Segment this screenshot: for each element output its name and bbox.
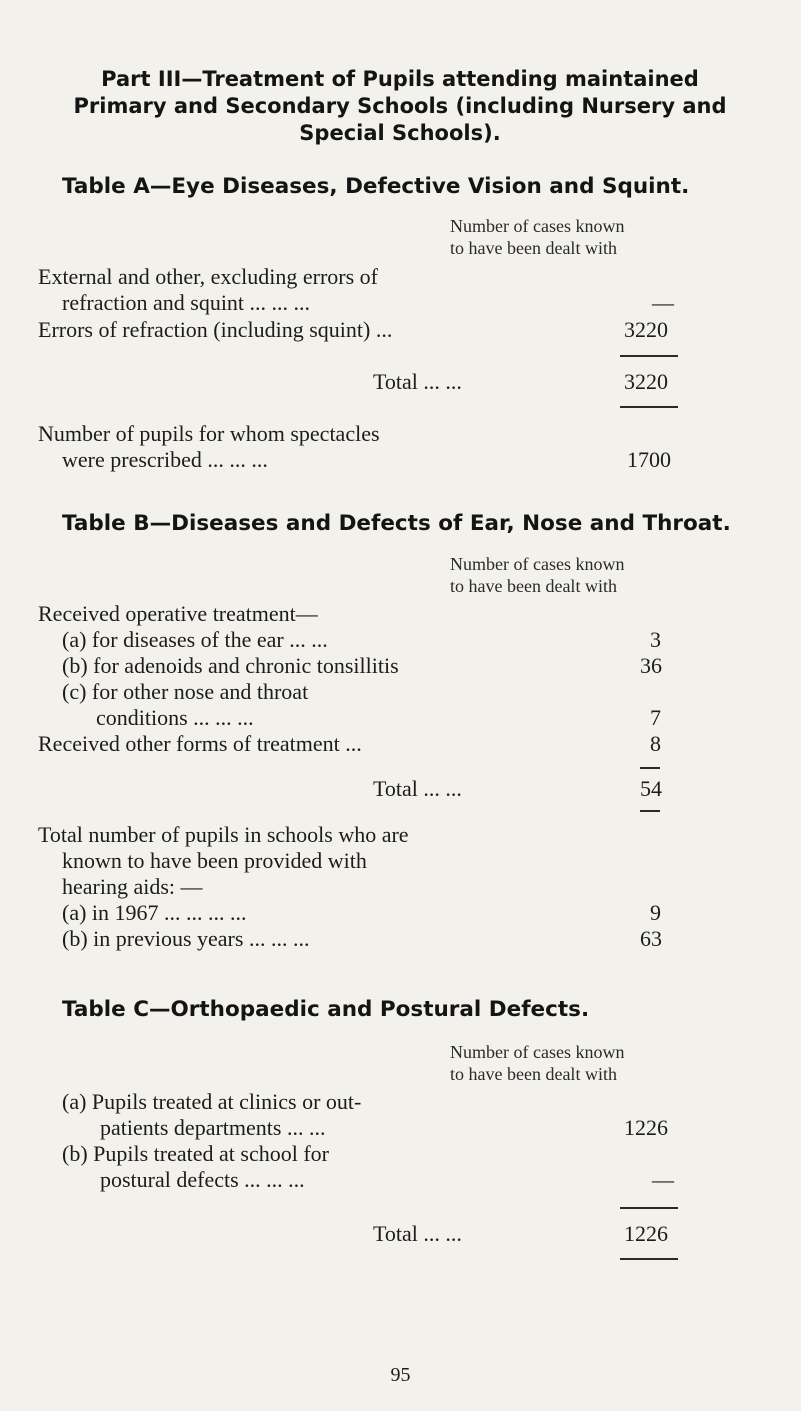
table-b-column-header <box>450 553 750 597</box>
total-value: 1226 <box>624 1221 668 1246</box>
table-b-title: Table B—Diseases and Defects of Ear, Nose and Throat. <box>62 511 731 536</box>
column-header-line: to have been dealt with <box>450 238 617 258</box>
row-value: 7 <box>650 705 661 730</box>
row-label: Received other forms of treatment ... <box>38 731 362 756</box>
row-label: conditions ... ... ... <box>96 705 254 730</box>
row-value: 3 <box>650 627 661 652</box>
total-label: Total ... ... <box>373 1221 462 1246</box>
row-value: 36 <box>640 653 662 678</box>
row-label: patients departments ... ... <box>100 1115 326 1140</box>
table-a-column-header <box>450 215 750 259</box>
column-header-line: Number of cases known <box>450 554 625 574</box>
total-value: 3220 <box>624 369 668 394</box>
table-c-column-header <box>450 1041 750 1085</box>
row-value: 1700 <box>627 447 671 472</box>
rule <box>620 406 678 408</box>
part-title <box>40 66 760 147</box>
row-label: (b) Pupils treated at school for <box>62 1141 329 1166</box>
rule <box>640 767 660 769</box>
row-label: Total number of pupils in schools who are <box>38 822 409 847</box>
row-label: (a) for diseases of the ear ... ... <box>62 627 328 652</box>
row-label: were prescribed ... ... ... <box>62 447 268 472</box>
total-label: Total ... ... <box>373 776 462 801</box>
table-a-title: Table A—Eye Diseases, Defective Vision and Squint. <box>62 174 690 199</box>
column-header-line: Number of cases known <box>450 1042 625 1062</box>
rule <box>640 810 660 812</box>
rule <box>620 355 678 357</box>
row-value: — <box>652 1167 674 1192</box>
column-header-line: to have been dealt with <box>450 1064 617 1084</box>
row-label: (a) in 1967 ... ... ... ... <box>62 900 247 925</box>
part-title-line: Special Schools). <box>299 121 501 145</box>
row-label: Received operative treatment— <box>38 601 318 626</box>
row-label: (b) for adenoids and chronic tonsillitis <box>62 653 399 678</box>
row-label: (a) Pupils treated at clinics or out- <box>62 1089 362 1114</box>
row-label: refraction and squint ... ... ... <box>62 290 311 315</box>
column-header-line: to have been dealt with <box>450 576 617 596</box>
row-value: 8 <box>650 731 661 756</box>
row-label: (c) for other nose and throat <box>62 679 309 704</box>
row-value: 1226 <box>624 1115 668 1140</box>
row-label: hearing aids: — <box>62 874 203 899</box>
page-number: 95 <box>390 1364 411 1386</box>
part-title-line: Primary and Secondary Schools (including Nursery and <box>73 94 727 118</box>
row-label: Number of pupils for whom spectacles <box>38 421 380 446</box>
total-value: 54 <box>640 776 662 801</box>
row-value: 9 <box>650 900 661 925</box>
column-header-line: Number of cases known <box>450 216 625 236</box>
rule <box>620 1207 678 1209</box>
row-label: External and other, excluding errors of <box>38 264 378 289</box>
row-label: (b) in previous years ... ... ... <box>62 926 310 951</box>
part-title-line: Part III—Treatment of Pupils attending maintained <box>101 67 699 91</box>
row-label: Errors of refraction (including squint) ... <box>38 317 393 342</box>
row-value: 3220 <box>624 317 668 342</box>
row-value: 63 <box>640 926 662 951</box>
row-label: known to have been provided with <box>62 848 367 873</box>
table-c-title: Table C—Orthopaedic and Postural Defects. <box>62 997 590 1022</box>
row-value: — <box>652 290 674 315</box>
rule <box>620 1258 678 1260</box>
total-label: Total ... ... <box>373 369 462 394</box>
row-label: postural defects ... ... ... <box>100 1167 305 1192</box>
